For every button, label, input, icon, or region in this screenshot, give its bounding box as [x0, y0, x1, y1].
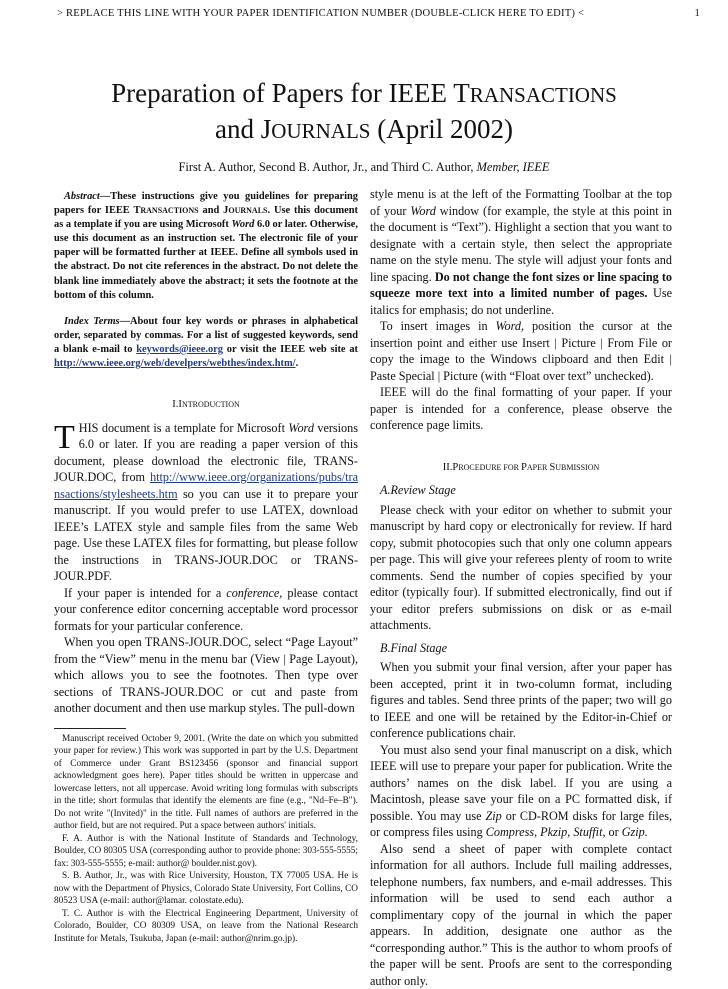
running-head-text: > REPLACE THIS LINE WITH YOUR PAPER IDENTIFICATION NUMBER (DOUBLE-CLICK HERE TO EDIT) <	[57, 8, 584, 19]
footnote-rule	[54, 728, 126, 729]
stylesheets-link[interactable]: http://www.ieee.org/organizations/pubs/transactions/stylesheets.htm	[54, 470, 358, 501]
intro-paragraph-3: When you open TRANS-JOUR.DOC, select “Page Layout” from the “View” menu in the menu bar (View | Page Layout), which allows you to see the footnotes. Then type over sections of TRANS-JOUR.DOC or cut and paste from another document and then use markup styles. The pull-down	[54, 634, 358, 717]
right-paragraph-1: style menu is at the left of the Formatting Toolbar at the top of your Word window (for example, the style at this point in the document is “Text”). Highlight a section that you want to designate with a certain style, then select the appropriate name on the style menu. The style will adjust your fonts and line spacing. Do not change the font sizes or line spacing to squeeze more text into a limited number of pages. Use italics for emphasis; do not underline.	[370, 186, 672, 318]
left-column	[54, 186, 358, 945]
index-terms: Index Terms—About four key words or phrases in alphabetical order, separated by commas. For a list of suggested keywords, send a blank e-mail to keywords@ieee.org or visit the IEEE web site at http://www.ieee.org/web/develpers/webthes/index.htm/.	[54, 315, 358, 371]
right-paragraph-3: IEEE will do the final formatting of your paper. If your paper is intended for a conference, please observe the conference page limits.	[370, 384, 672, 434]
final-paragraph-3: Also send a sheet of paper with complete contact information for all authors. Include full mailing addresses, telephone numbers, fax numbers, and e-mail addresses. This information will be used to send each author a complimentary copy of the journal in which the paper appears. In addition, designate one author as the “corresponding author.” This is the author to whom proofs of the paper will be sent. Proofs are sent to the corresponding author only.	[370, 841, 672, 989]
author-list: First A. Author, Second B. Author, Jr., and Third C. Author, Member, IEEE	[40, 160, 688, 175]
final-paragraph-1: When you submit your final version, after your paper has been accepted, print it in two-column format, including figures and tables. Send three prints of the paper; two will go to IEEE and one will be retained by the Editor-in-Chief or conference publications chair.	[370, 659, 672, 742]
footnote-author-2: S. B. Author, Jr., was with Rice University, Houston, TX 77005 USA. He is now with the Department of Physics, Colorado State University, Fort Collins, CO 80523 USA (e-mail: author@lamar. colostate.edu).	[54, 870, 358, 908]
subsection-final-stage: B.Final Stage	[380, 640, 672, 657]
footnote-manuscript: Manuscript received October 9, 2001. (Write the date on which you submitted your paper for review.) This work was supported in part by the U.S. Department of Commerce under Grant BS123456 (sponsor and financial support acknowledgment goes here). Paper titles should be written in uppercase and lowercase letters, not all uppercase. Avoid writing long formulas with subscripts in the title; short formulas that identify the elements are fine (e.g., "Nd–Fe–B"). Do not write "(Invited)" in the title. Full names of authors are preferred in the author field, but are not required. Put a space between authors' initials.	[54, 733, 358, 833]
running-header	[57, 8, 700, 24]
keywords-email-link[interactable]: keywords@ieee.org	[136, 344, 223, 355]
member-grade: Member, IEEE	[477, 160, 550, 174]
subsection-review-stage: A.Review Stage	[380, 482, 672, 499]
abstract: Abstract—These instructions give you guidelines for preparing papers for IEEE TRANSACTIONS and JOURNALS. Use this document as a template if you are using Microsoft Word 6.0 or later. Otherwise, use this document as an instruction set. The electronic file of your paper will be formatted further at IEEE. Define all symbols used in the abstract. Do not cite references in the abstract. Do not delete the blank line immediately above the abstract; it sets the footnote at the bottom of this column.	[54, 190, 358, 303]
footnote-author-3: T. C. Author is with the Electrical Engineering Department, University of Colorado, Boulder, CO 80309 USA, on leave from the National Research Institute for Metals, Tsukuba, Japan (e-mail: author@nrim.go.jp).	[54, 908, 358, 946]
drop-cap: T	[54, 423, 75, 452]
intro-paragraph-1: THIS document is a template for Microsoft Word versions 6.0 or later. If you are reading a paper version of this document, please download the electronic file, TRANS-JOUR.DOC, from http://www.ieee.org/organizations/pubs/transactions/stylesheets.htm so you can use it to prepare your manuscript. If you would prefer to use LATEX, download IEEE’s LATEX style and sample files from the same Web page. Use these LATEX files for formatting, but please follow the instructions in TRANS-JOUR.DOC or TRANS-JOUR.PDF.	[54, 420, 358, 585]
right-paragraph-2: To insert images in Word, position the cursor at the insertion point and either use Insert | Picture | From File or copy the image to the Windows clipboard and then Edit | Paste Special | Picture (with “Float over text” unchecked).	[370, 318, 672, 384]
section-procedure-heading: II.PROCEDURE FOR PAPER SUBMISSION	[370, 460, 672, 477]
final-paragraph-2: You must also send your final manuscript on a disk, which IEEE will use to prepare your paper for publication. Write the authors’ names on the disk label. If you are using a Macintosh, please save your file on a PC formatted disk, if possible. You may use Zip or CD-ROM disks for large files, or compress files using Compress, Pkzip, Stuffit, or Gzip.	[370, 742, 672, 841]
right-column	[370, 186, 672, 989]
intro-paragraph-2: If your paper is intended for a conference, please contact your conference editor concerning acceptable word processor formats for your particular conference.	[54, 585, 358, 635]
footnotes	[54, 733, 358, 946]
review-paragraph: Please check with your editor on whether to submit your manuscript by hard copy or electronically for review. If hard copy, submit photocopies such that only one column appears per page. This will give your referees plenty of room to write comments. Send the number of copies specified by your editor (typically four). If submitted electronically, find out if your editor prefers submissions on disk or as e-mail attachments.	[370, 502, 672, 634]
footnote-author-1: F. A. Author is with the National Institute of Standards and Technology, Boulder, CO 80305 USA (corresponding author to provide phone: 303-555-5555; fax: 303-555-5555; e-mail: author@ boulder.nist.gov).	[54, 833, 358, 871]
section-introduction-heading: I.INTRODUCTION	[54, 397, 358, 414]
paper-title: Preparation of Papers for IEEE TRANSACTIONS and JOURNALS (April 2002)	[40, 76, 688, 148]
page-number: 1	[695, 8, 701, 19]
ieee-thesaurus-link[interactable]: http://www.ieee.org/web/develpers/webthes/index.htm/	[54, 358, 296, 369]
